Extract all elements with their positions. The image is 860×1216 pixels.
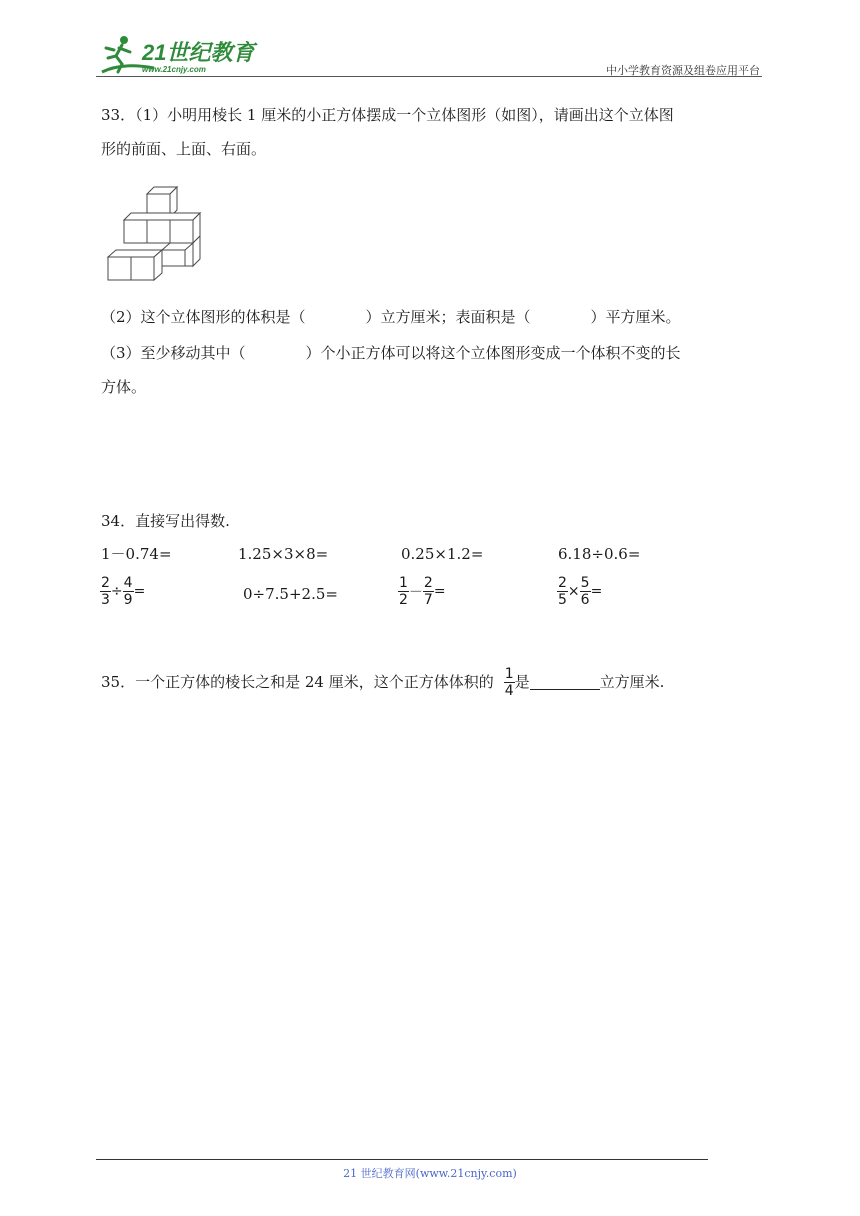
header-divider bbox=[96, 76, 762, 77]
logo-brand: 21世纪教育 bbox=[142, 40, 255, 65]
q35-text-after: 立方厘米. bbox=[599, 673, 665, 691]
q35-text-before: 35．一个正方体的棱长之和是 24 厘米，这个正方体体积的 bbox=[101, 673, 494, 691]
q34-frac-expr-1: $\frac{2}{3}$ ÷ $\frac{4}{9}$ = bbox=[101, 575, 146, 608]
fraction: $\frac{1}{2}$ bbox=[399, 575, 408, 608]
q34-frac-expr-3: $\frac{1}{2}$ － $\frac{2}{7}$ = bbox=[399, 575, 446, 608]
q33-line-5: 方体。 bbox=[101, 378, 147, 396]
q33-line-1: 33．（1）小明用棱长 1 厘米的小正方体摆成一个立体图形（如图），请画出这个立体图 bbox=[101, 106, 674, 124]
fraction: $\frac{2}{3}$ bbox=[101, 575, 110, 608]
q34-expr-2: 1.25×3×8= bbox=[238, 545, 329, 563]
fraction: $\frac{4}{9}$ bbox=[123, 575, 133, 608]
logo-runner-icon bbox=[92, 32, 262, 78]
q35-line bbox=[101, 667, 664, 698]
fraction: $\frac{5}{6}$ bbox=[580, 575, 590, 608]
header-platform-text: 中小学教育资源及组卷应用平台 bbox=[606, 64, 760, 77]
q34-expr-4: 6.18÷0.6= bbox=[558, 545, 641, 563]
fraction: $\frac{2}{5}$ bbox=[558, 575, 567, 608]
cube-stack-figure bbox=[104, 184, 204, 290]
fraction: $\frac{2}{7}$ bbox=[423, 575, 433, 608]
q34-expr-3: 0.25×1.2= bbox=[401, 545, 484, 563]
q34-frac-expr-4: $\frac{2}{5}$ × $\frac{5}{6}$ = bbox=[558, 575, 603, 608]
q33-line-4: （3）至少移动其中（ ）个小正方体可以将这个立体图形变成一个体积不变的长 bbox=[101, 344, 681, 362]
footer-text: 21 世纪教育网(www.21cnjy.com) bbox=[343, 1167, 517, 1180]
q33-line-2: 形的前面、上面、右面。 bbox=[101, 140, 267, 158]
footer-divider bbox=[96, 1159, 708, 1160]
q33-line-3: （2）这个立体图形的体积是（ ）立方厘米；表面积是（ ）平方厘米。 bbox=[101, 308, 681, 326]
q35-text-mid: 是 bbox=[514, 673, 530, 691]
q34-expr-6: 0÷7.5+2.5= bbox=[243, 585, 338, 603]
q34-title: 34．直接写出得数. bbox=[101, 512, 230, 530]
logo bbox=[92, 32, 262, 78]
q34-expr-1: 1－0.74= bbox=[101, 545, 172, 563]
answer-blank[interactable] bbox=[530, 675, 600, 690]
fraction: $\frac{1}{4}$ bbox=[504, 666, 514, 699]
logo-url: www.21cnjy.com bbox=[142, 65, 206, 74]
